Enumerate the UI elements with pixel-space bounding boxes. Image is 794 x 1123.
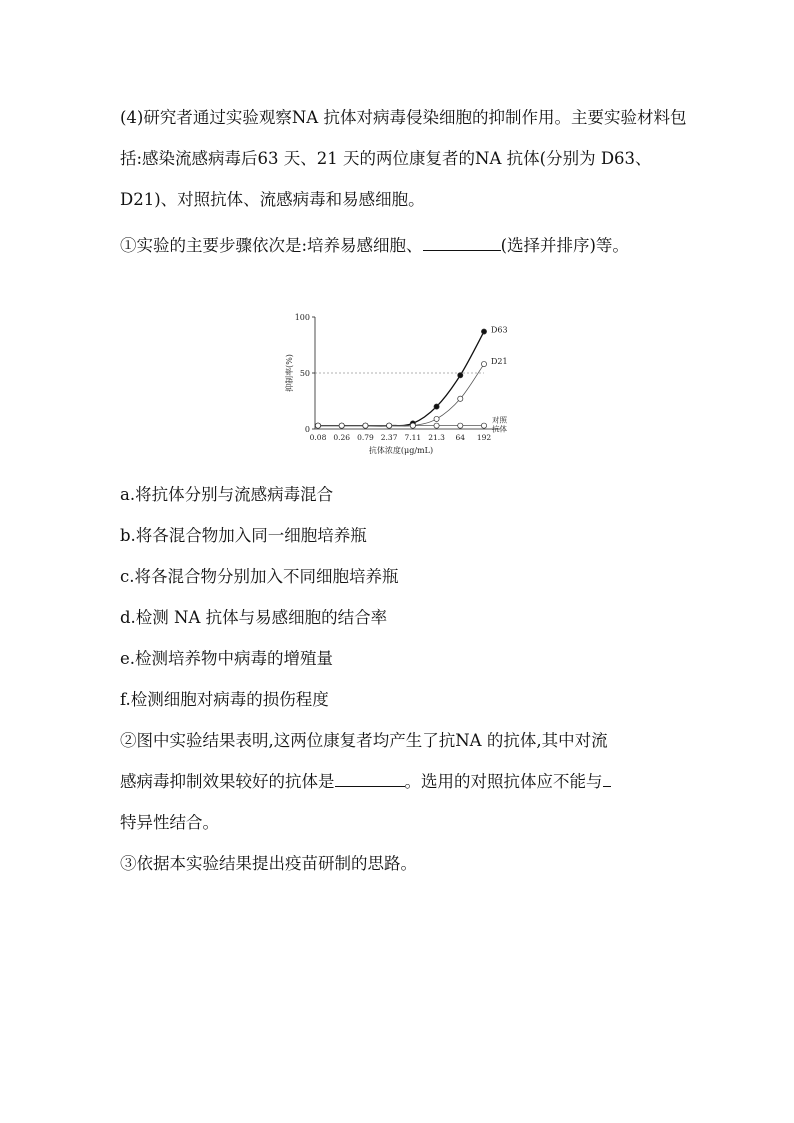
option-f: f.检测细胞对病毒的损伤程度 xyxy=(120,690,329,709)
series-2-point xyxy=(434,423,439,428)
x-tick-label: 21.3 xyxy=(428,433,445,442)
x-tick-label: 192 xyxy=(476,433,492,442)
question-2-line-3: 特异性结合。 xyxy=(120,813,219,832)
series-2-point xyxy=(363,423,368,428)
series-2-point xyxy=(315,423,320,428)
option-d: d.检测 NA 抗体与易感细胞的结合率 xyxy=(120,608,388,627)
series-label-2-line-0: 对照 xyxy=(492,415,507,425)
x-tick-label: 0.26 xyxy=(333,433,351,442)
x-tick-label: 64 xyxy=(455,433,466,442)
x-axis-title: 抗体浓度(μg/mL) xyxy=(368,446,434,455)
option-a: a.将抗体分别与流感病毒混合 xyxy=(120,485,334,504)
y-axis-title: 抑制率(%) xyxy=(285,354,294,392)
series-2-point xyxy=(339,423,344,428)
series-1-point xyxy=(458,396,463,401)
series-2-point xyxy=(387,423,392,428)
series-1-point xyxy=(481,361,486,366)
y-tick-label: 100 xyxy=(294,313,310,322)
question-3: ③依据本实验结果提出疫苗研制的思路。 xyxy=(120,854,417,873)
x-tick-label: 0.79 xyxy=(357,433,374,442)
series-label-2-line-1: 抗体 xyxy=(492,424,507,434)
question-2-line-2: 感病毒抑制效果较好的抗体是 。选用的对照抗体应不能与 xyxy=(120,768,611,792)
series-2-point xyxy=(481,423,486,428)
y-tick-label: 50 xyxy=(299,369,310,378)
series-2-point xyxy=(458,423,463,428)
series-0-point xyxy=(458,373,463,378)
question-1: ①实验的主要步骤依次是:培养易感细胞、 (选择并排序)等。 xyxy=(120,236,629,255)
answer-blank-3[interactable] xyxy=(603,772,611,787)
option-c: c.将各混合物分别加入不同细胞培养瓶 xyxy=(120,567,399,586)
answer-blank-1[interactable] xyxy=(423,236,501,251)
y-tick-label: 0 xyxy=(304,425,310,434)
x-tick-label: 7.11 xyxy=(404,433,422,442)
series-line-0 xyxy=(318,332,484,426)
answer-blank-2[interactable] xyxy=(335,772,405,787)
question-intro: (4)研究者通过实验观察NA 抗体对病毒侵染细胞的抑制作用。主要实验材料包括:感染流感病毒后63 天、21 天的两位康复者的NA 抗体(分别为 D63、D21)、对照抗体、流感病毒和易感细胞。 xyxy=(120,108,687,209)
series-1-point xyxy=(434,416,439,421)
x-tick-label: 2.37 xyxy=(380,433,398,442)
inhibition-chart xyxy=(270,305,530,475)
series-0-point xyxy=(481,329,486,334)
option-b: b.将各混合物加入同一细胞培养瓶 xyxy=(120,526,367,545)
option-e: e.检测培养物中病毒的增殖量 xyxy=(120,649,334,668)
series-0-point xyxy=(434,404,439,409)
series-label-0: D63 xyxy=(491,325,508,335)
x-tick-label: 0.08 xyxy=(309,433,327,442)
series-2-point xyxy=(410,423,415,428)
question-2-line-1: ②图中实验结果表明,这两位康复者均产生了抗NA 的抗体,其中对流 xyxy=(120,731,608,750)
series-label-1: D21 xyxy=(491,357,508,367)
